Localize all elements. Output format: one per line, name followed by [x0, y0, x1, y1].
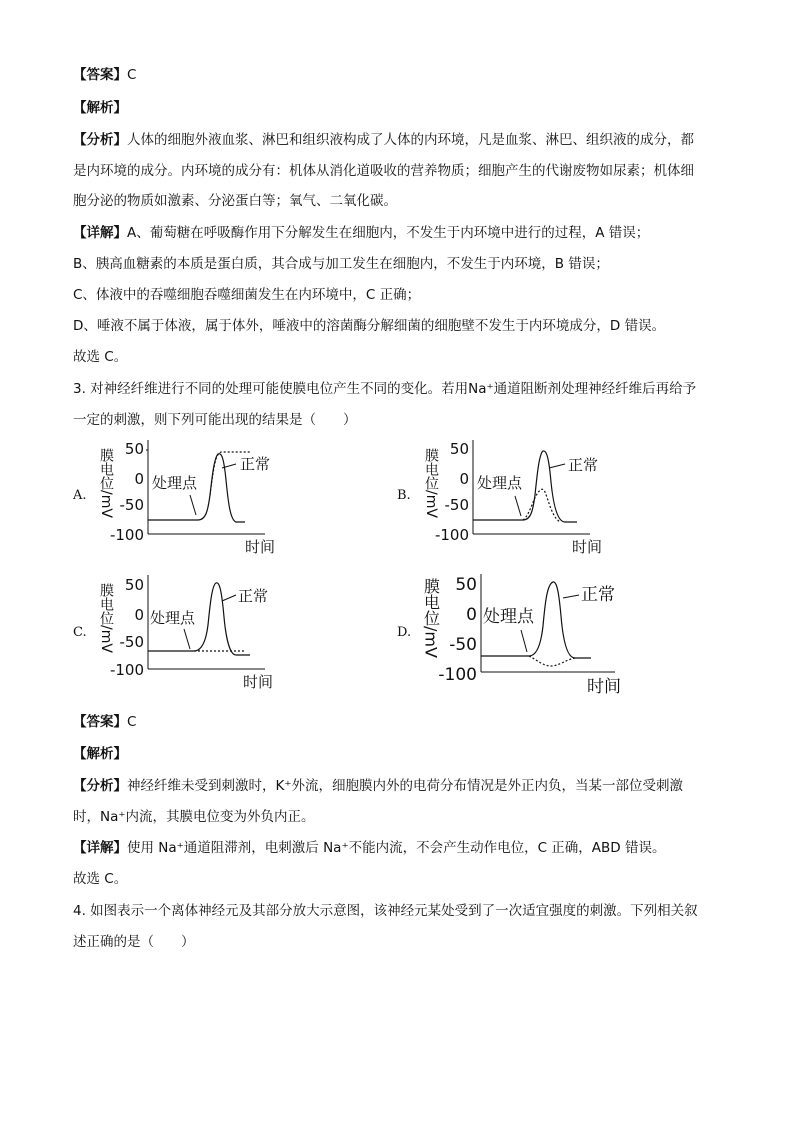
q2-conclusion: 故选 C。 — [73, 349, 128, 365]
tick-50: 50 — [124, 576, 144, 594]
q2-analysis-tag — [73, 98, 733, 118]
tick-0: 0 — [134, 470, 144, 488]
q3-stem-line-1: 3. 对神经纤维进行不同的处理可能使膜电位产生不同的变化。若用Na⁺通道阻断剂处理神经纤维后再给予 — [73, 381, 697, 397]
q3-answer-line — [73, 712, 733, 732]
q3-detail-line — [73, 838, 733, 858]
tick-50: 50 — [455, 575, 477, 595]
q2-detail-line-1 — [73, 223, 733, 243]
point-arrow — [190, 495, 196, 515]
q3-conclusion: 故选 C。 — [73, 871, 128, 887]
ylabel-text: 膜电位/mV — [423, 448, 439, 518]
tick-0: 0 — [134, 606, 144, 624]
point-label: 处理点 — [483, 607, 534, 627]
analysis-tag: 【解析】 — [73, 100, 127, 116]
normal-label: 正常 — [238, 587, 269, 605]
detail-text: 使用 Na⁺通道阻滞剂，电刺激后 Na⁺不能内流，不会产生动作电位，C 正确，ABD 错误。 — [127, 840, 666, 856]
xlabel-text: 时间 — [572, 538, 603, 556]
q2-detail-line-3: C、体液中的吞噬细胞吞噬细菌发生在内环境中，C 正确； — [73, 287, 421, 303]
point-label: 处理点 — [150, 609, 196, 627]
q2-detail-line-2: B、胰高血糖素的本质是蛋白质，其合成与加工发生在细胞内，不发生于内环境，B 错误； — [73, 256, 609, 272]
q2-fenxi-line-3: 胞分泌的物质如激素、分泌蛋白等；氧气、二氧化碳。 — [73, 193, 397, 209]
option-c-label: C. — [73, 625, 87, 640]
ylabel-text: 膜电位/mV — [98, 448, 114, 518]
q3-fenxi-line-1 — [73, 776, 733, 796]
point-arrow — [521, 630, 527, 652]
option-b-label: B. — [397, 488, 411, 503]
normal-label: 正常 — [240, 455, 271, 473]
xlabel-text: 时间 — [245, 538, 276, 556]
q4-stem-line-1: 4. 如图表示一个离体神经元及其部分放大示意图，该神经元某处受到了一次适宜强度的刺激。下列相关叙 — [73, 903, 698, 919]
fenxi-text: 人体的细胞外液血浆、淋巴和组织液构成了人体的内环境，凡是血浆、淋巴、组织液的成分，都 — [127, 132, 694, 148]
answer-value: C — [127, 67, 137, 83]
detail-tag: 【详解】 — [73, 225, 127, 241]
y-axis-label — [98, 448, 114, 518]
answer-tag: 【答案】 — [73, 67, 127, 83]
tick-50: 50 — [449, 440, 469, 458]
normal-pointer — [549, 464, 565, 468]
q3-analysis-tag — [73, 744, 733, 764]
detail-text: A、葡萄糖在呼吸酶作用下分解发生在细胞内，不发生于内环境中进行的过程，A 错误； — [127, 225, 650, 241]
point-label: 处理点 — [477, 474, 523, 492]
q4-stem-line-2: 述正确的是（ ） — [73, 934, 195, 950]
detail-tag: 【详解】 — [73, 840, 127, 856]
tick-neg50: -50 — [449, 635, 477, 655]
analysis-tag: 【解析】 — [73, 746, 127, 762]
tick-neg50: -50 — [444, 496, 469, 514]
point-arrow — [515, 496, 521, 516]
graph-option-d — [415, 570, 635, 700]
graph-option-c — [90, 575, 290, 695]
q2-fenxi-line-2: 是内环境的成分。内环境的成分有：机体从消化道吸收的营养物质；细胞产生的代谢废物如尿素；机体细 — [73, 163, 694, 179]
ylabel-text: 膜电位/mV — [98, 583, 114, 653]
tick-neg100: -100 — [109, 526, 144, 544]
tick-neg50: -50 — [119, 496, 144, 514]
answer-value: C — [127, 714, 137, 730]
normal-label: 正常 — [581, 585, 615, 605]
option-d-label: D. — [397, 625, 412, 640]
q2-answer-line — [73, 65, 733, 85]
fenxi-tag: 【分析】 — [73, 778, 127, 794]
normal-pointer — [222, 595, 236, 601]
ylabel-text: 膜电位/mV — [421, 578, 441, 658]
tick-neg100: -100 — [438, 665, 477, 685]
q3-fenxi-line-2: 时，Na⁺内流，其膜电位变为外负内正。 — [73, 809, 315, 825]
q3-stem-line-2: 一定的刺激，则下列可能出现的结果是（ ） — [73, 412, 357, 428]
graph-option-b — [415, 440, 615, 560]
treated-curve — [529, 656, 575, 666]
tick-neg50: -50 — [119, 633, 144, 651]
xlabel-text: 时间 — [243, 673, 274, 691]
point-label: 处理点 — [152, 474, 198, 492]
answer-tag: 【答案】 — [73, 714, 127, 730]
normal-pointer — [563, 595, 579, 598]
tick-50: 50 — [124, 440, 144, 458]
normal-label: 正常 — [568, 456, 599, 474]
graph-option-a — [90, 440, 290, 560]
tick-neg100: -100 — [109, 661, 144, 679]
tick-neg100: -100 — [434, 526, 469, 544]
tick-0: 0 — [466, 605, 477, 625]
fenxi-text: 神经纤维未受到刺激时，K⁺外流，细胞膜内外的电荷分布情况是外正内负，当某一部位受刺激 — [127, 778, 683, 794]
xlabel-text: 时间 — [587, 677, 621, 697]
q2-detail-line-4: D、唾液不属于体液，属于体外，唾液中的溶菌酶分解细菌的细胞壁不发生于内环境成分，D 错误。 — [73, 318, 666, 334]
q2-fenxi-line-1 — [73, 130, 733, 150]
option-a-label: A. — [73, 488, 87, 503]
point-arrow — [184, 629, 190, 649]
tick-0: 0 — [459, 470, 469, 488]
fenxi-tag: 【分析】 — [73, 132, 127, 148]
